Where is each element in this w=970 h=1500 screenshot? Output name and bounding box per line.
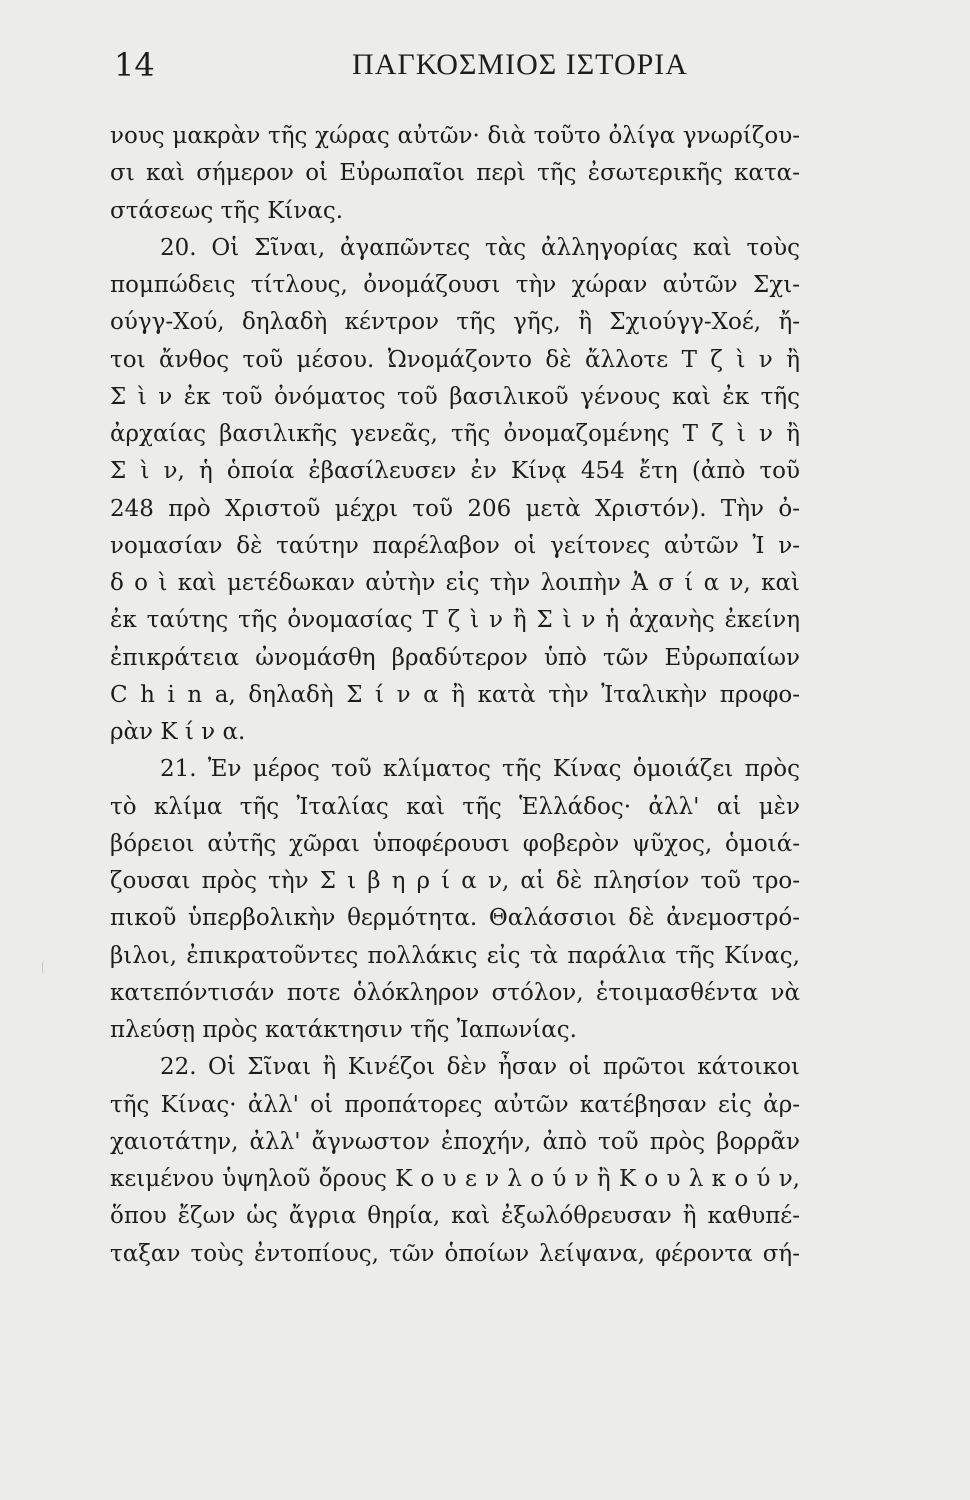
text-line: C h i n a, δηλαδὴ Σ ί ν α ἢ κατὰ τὴν Ἰταλικὴν προφο- [110,681,800,708]
text-line: ἐπικράτεια ὠνομάσθη βραδύτερον ὑπὸ τῶν Εὐρωπαίων [110,644,800,671]
paragraph-21-start: 21. Ἐν μέρος τοῦ κλίματος τῆς Κίνας ὁμοιάζει πρὸς [160,756,800,783]
text-line: δ ο ὶ καὶ μετέδωκαν αὐτὴν εἰς τὴν λοιπὴν Ἀ σ ί α ν, καὶ [110,570,800,596]
paragraph-22-start: 22. Οἱ Σῖναι ἢ Κινέζοι δὲν ἦσαν οἱ πρῶτοι κάτοικοι [160,1054,800,1081]
text-line: τὸ κλίμα τῆς Ἰταλίας καὶ τῆς Ἑλλάδος· ἀλλ' αἱ μὲν [110,793,800,820]
text-line: τοι ἄνθος τοῦ μέσου. Ὠνομάζοντο δὲ ἄλλοτε Τ ζ ὶ ν ἢ [110,346,800,373]
paragraph-20-start: 20. Οἱ Σῖναι, ἀγαπῶντες τὰς ἀλληγορίας καὶ τοὺς [160,234,800,261]
text-line: ούγγ-Χού, δηλαδὴ κέντρον τῆς γῆς, ἢ Σχιούγγ-Χοέ, ἤ- [110,309,800,336]
text-line: ζουσαι πρὸς τὴν Σ ι β η ρ ί α ν, αἱ δὲ πλησίον τοῦ τρο- [110,868,800,894]
text-line: 248 πρὸ Χριστοῦ μέχρι τοῦ 206 μετὰ Χριστόν). Τὴν ὀ- [110,495,800,522]
text-line: βιλοι, ἐπικρατοῦντες πολλάκις εἰς τὰ παράλια τῆς Κίνας, [110,942,800,969]
page-header [110,40,800,90]
text-line: βόρειοι αὐτῆς χῶραι ὑποφέρουσι φοβερὸν ψῦχος, ὁμοιά- [110,830,800,857]
text-line: πομπώδεις τίτλους, ὀνομάζουσι τὴν χώραν αὐτῶν Σχι- [110,272,800,298]
text-line: κειμένου ὑψηλοῦ ὄρους Κ ο υ ε ν λ ο ύ ν ἢ Κ ο υ λ κ ο ύ ν, [110,1166,800,1192]
body-text [110,118,800,1273]
text-line: νομασίαν δὲ ταύτην παρέλαβον οἱ γείτονες αὐτῶν Ἰ ν- [110,532,800,559]
running-title: ΠΑΓΚΟΣΜΙΟΣ ΙΣΤΟΡΙΑ [352,48,688,81]
text-line: κατεπόντισάν ποτε ὁλόκληρον στόλον, ἑτοιμασθέντα νὰ [110,979,800,1006]
text-line: ταξαν τοὺς ἐντοπίους, τῶν ὁποίων λείψανα, φέροντα σή- [110,1240,800,1267]
margin-mark [42,960,49,974]
text-line: Σ ὶ ν, ἡ ὁποία ἐβασίλευσεν ἐν Κίνᾳ 454 ἔτη (ἀπὸ τοῦ [110,458,800,485]
text-line: σι καὶ σήμερον οἱ Εὐρωπαῖοι περὶ τῆς ἐσωτερικῆς κατα- [110,160,800,187]
text-line: χαιοτάτην, ἀλλ' ἄγνωστον ἐποχήν, ἀπὸ τοῦ πρὸς βορρᾶν [110,1128,800,1155]
text-line: νους μακρὰν τῆς χώρας αὐτῶν· διὰ τοῦτο ὀλίγα γνωρίζου- [110,123,800,149]
text-line: ὅπου ἔζων ὡς ἄγρια θηρία, καὶ ἐξωλόθρευσαν ἢ καθυπέ- [110,1203,800,1230]
text-line: στάσεως τῆς Κίνας. [110,197,344,224]
text-line: ἀρχαίας βασιλικῆς γενεᾶς, τῆς ὀνομαζομένης Τ ζ ὶ ν ἢ [110,421,800,447]
text-line: ρὰν Κ ί ν α. [110,719,246,745]
page-number: 14 [114,46,155,84]
text-line: πλεύσῃ πρὸς κατάκτησιν τῆς Ἰαπωνίας. [110,1017,577,1043]
text-line: τῆς Κίνας· ἀλλ' οἱ προπάτορες αὐτῶν κατέβησαν εἰς ἀρ- [110,1091,800,1118]
text-line: πικοῦ ὑπερβολικὴν θερμότητα. Θαλάσσιοι δὲ ἀνεμοστρό- [110,905,800,932]
text-line: Σ ὶ ν ἐκ τοῦ ὀνόματος τοῦ βασιλικοῦ γένους καὶ ἐκ τῆς [110,383,800,410]
text-line: ἐκ ταύτης τῆς ὀνομασίας Τ ζ ὶ ν ἢ Σ ὶ ν ἡ ἀχανὴς ἐκείνη [110,607,800,634]
